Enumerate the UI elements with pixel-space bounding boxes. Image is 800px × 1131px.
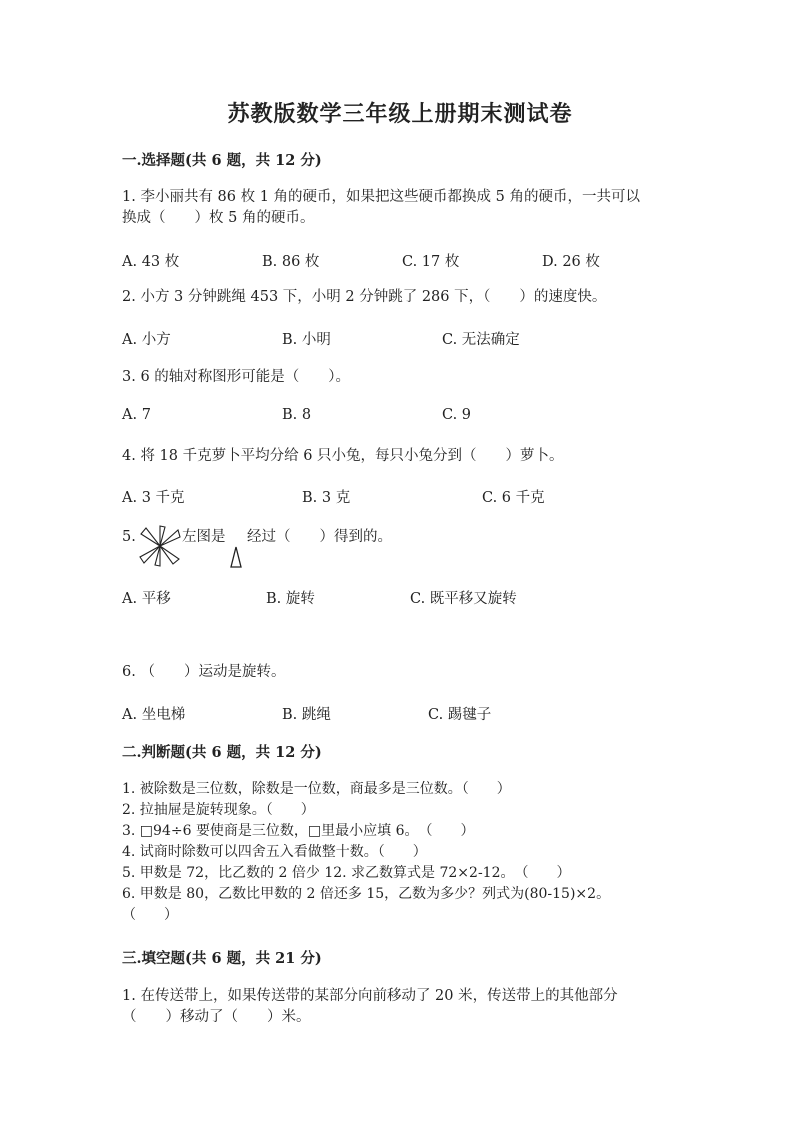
option-b: B. 3 克 bbox=[302, 490, 351, 506]
option-c: C. 6 千克 bbox=[482, 490, 545, 506]
option-b: B. 跳绳 bbox=[282, 707, 331, 723]
section-heading-choice: 一.选择题(共 6 题，共 12 分) bbox=[122, 152, 322, 169]
option-a: A. 平移 bbox=[122, 591, 171, 607]
option-b: B. 86 枚 bbox=[262, 254, 320, 270]
question-text: 2. 小方 3 分钟跳绳 453 下，小明 2 分钟跳了 286 下，（ ）的速度快。 bbox=[122, 289, 607, 305]
option-a: A. 43 枚 bbox=[122, 254, 180, 270]
question-text: 换成（ ）枚 5 角的硬币。 bbox=[122, 210, 315, 226]
option-d: D. 26 枚 bbox=[542, 254, 600, 270]
option-c: C. 踢毽子 bbox=[428, 707, 492, 723]
option-c: C. 17 枚 bbox=[402, 254, 460, 270]
option-c: C. 9 bbox=[442, 407, 472, 423]
judge-item: 4. 试商时除数可以四舍五入看做整十数。（ ） bbox=[122, 844, 427, 860]
judge-item: 1. 被除数是三位数，除数是一位数，商最多是三位数。（ ） bbox=[122, 781, 511, 797]
option-b: B. 8 bbox=[282, 407, 312, 423]
question-number: 5. bbox=[122, 529, 136, 545]
option-b: B. 旋转 bbox=[266, 591, 315, 607]
question-text: 1. 李小丽共有 86 枚 1 角的硬币，如果把这些硬币都换成 5 角的硬币，一共可以 bbox=[122, 189, 640, 205]
question-text: 6. （ ）运动是旋转。 bbox=[122, 664, 286, 680]
option-c: C. 无法确定 bbox=[442, 332, 520, 348]
pinwheel-figure bbox=[138, 526, 182, 566]
question-text: （ ）移动了（ ）米。 bbox=[122, 1009, 311, 1025]
judge-item: 6. 甲数是 80，乙数比甲数的 2 倍还多 15，乙数为多少？列式为(80-15)×2。 bbox=[122, 886, 611, 902]
question-text: 经过（ ）得到的。 bbox=[247, 529, 392, 545]
section-heading-judge: 二.判断题(共 6 题，共 12 分) bbox=[122, 744, 322, 761]
option-c: C. 既平移又旋转 bbox=[410, 591, 517, 607]
judge-item-continuation: （ ） bbox=[122, 907, 178, 923]
option-a: A. 7 bbox=[122, 407, 151, 423]
question-text: 1. 在传送带上，如果传送带的某部分向前移动了 20 米，传送带上的其他部分 bbox=[122, 988, 618, 1004]
question-text: 左图是 bbox=[182, 529, 226, 545]
question-text: 4. 将 18 千克萝卜平均分给 6 只小兔，每只小兔分到（ ）萝卜。 bbox=[122, 448, 564, 464]
judge-item: 3. □94÷6 要使商是三位数，□里最小应填 6。 （ ） bbox=[122, 823, 475, 839]
option-a: A. 坐电梯 bbox=[122, 707, 186, 723]
page-title: 苏教版数学三年级上册期末测试卷 bbox=[227, 101, 573, 127]
option-b: B. 小明 bbox=[282, 332, 331, 348]
question-text: 3. 6 的轴对称图形可能是（ ）。 bbox=[122, 369, 351, 385]
judge-item: 5. 甲数是 72，比乙数的 2 倍少 12. 求乙数算式是 72×2-12。 （ ） bbox=[122, 865, 571, 881]
section-heading-fill: 三.填空题(共 6 题，共 21 分) bbox=[122, 950, 322, 967]
option-a: A. 小方 bbox=[122, 332, 171, 348]
option-a: A. 3 千克 bbox=[122, 490, 185, 506]
triangle-figure bbox=[229, 546, 243, 568]
judge-item: 2. 拉抽屉是旋转现象。（ ） bbox=[122, 802, 315, 818]
